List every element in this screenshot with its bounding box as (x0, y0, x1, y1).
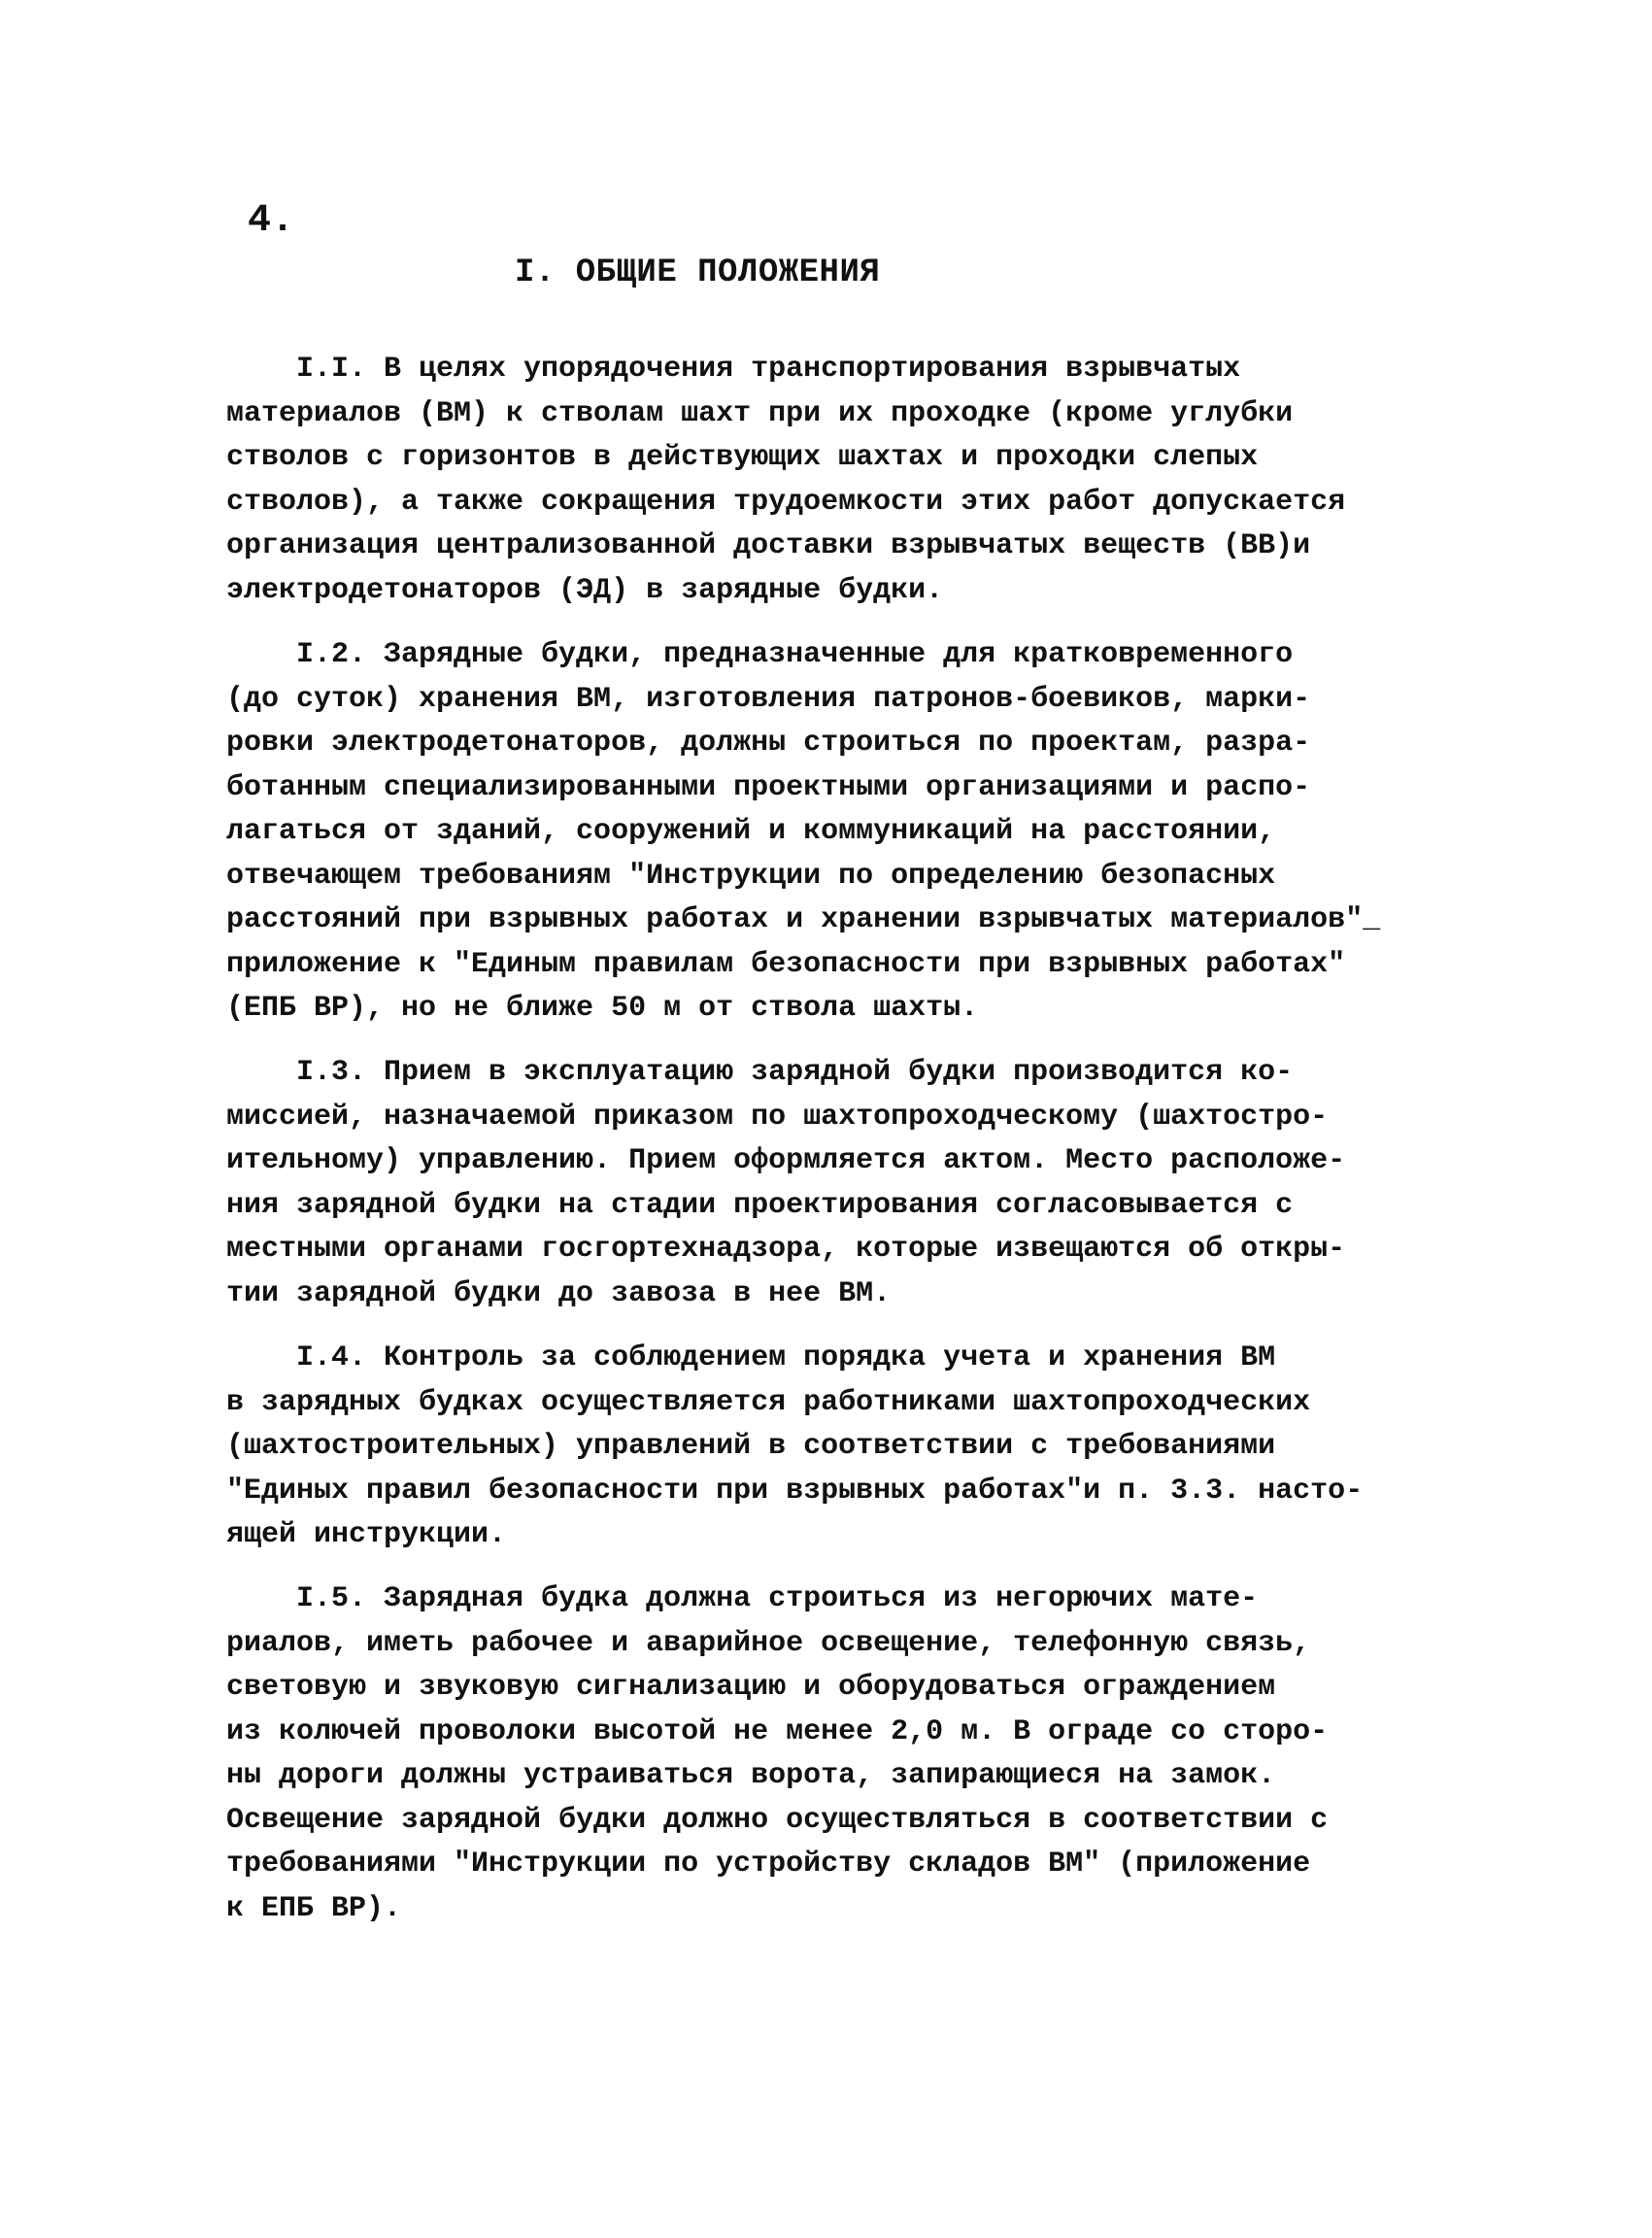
text-line: отвечающем требованиям "Инструкции по определению безопасных (226, 859, 1276, 893)
text-line: ны дороги должны устраиваться ворота, запирающиеся на замок. (226, 1759, 1276, 1792)
paragraph-1-3 (226, 1051, 1345, 1316)
text-line: световую и звуковую сигнализацию и оборудоваться ограждением (226, 1671, 1276, 1704)
text-line: ботанным специализированными проектными организациями и распо- (226, 770, 1311, 804)
text-line: стволов), а также сокращения трудоемкости этих работ допускается (226, 485, 1346, 519)
text-line: миссией, назначаемой приказом по шахтопроходческому (шахтостро- (226, 1100, 1329, 1134)
text-line: местными органами госгортехнадзора, которые извещаются об откры- (226, 1233, 1346, 1266)
text-line: риалов, иметь рабочее и аварийное освещение, телефонную связь, (226, 1626, 1311, 1660)
text-line: I.5. Зарядная будка должна строиться из негорючих мате- (226, 1582, 1259, 1615)
text-line: I.4. Контроль за соблюдением порядка учета и хранения ВМ (226, 1341, 1276, 1374)
paragraph-1-1 (226, 348, 1345, 613)
text-line: материалов (ВМ) к стволам шахт при их проходке (кроме углубки (226, 396, 1294, 430)
text-line: (шахтостроительных) управлений в соответствии с требованиями (226, 1430, 1276, 1463)
text-line: "Единых правил безопасности при взрывных работах"и п. 3.3. насто- (226, 1474, 1364, 1508)
text-line: ровки электродетонаторов, должны строиться по проектам, разра- (226, 727, 1311, 760)
section-title: I. ОБЩИЕ ПОЛОЖЕНИЯ (515, 254, 881, 291)
paragraph-1-4 (226, 1337, 1363, 1558)
text-line: тии зарядной будки до завоза в нее ВМ. (226, 1276, 892, 1310)
text-line: (до суток) хранения ВМ, изготовления патронов-боевиков, марки- (226, 682, 1311, 716)
text-line: ящей инструкции. (226, 1518, 507, 1551)
text-line: к ЕПБ ВР). (226, 1891, 402, 1925)
text-line: ительному) управлению. Прием оформляется актом. Место расположе- (226, 1144, 1346, 1177)
text-line: лагаться от зданий, сооружений и коммуникаций на расстоянии, (226, 815, 1276, 848)
text-line: приложение к "Единым правилам безопасности при взрывных работах" (226, 947, 1346, 981)
text-line: стволов с горизонтов в действующих шахтах и проходки слепых (226, 441, 1259, 474)
text-line: I.I. В целях упорядочения транспортирования взрывчатых (226, 353, 1241, 386)
text-line: Освещение зарядной будки должно осуществляться в соответствии с (226, 1803, 1329, 1837)
text-line: организация централизованной доставки взрывчатых веществ (ВВ)и (226, 529, 1311, 562)
text-line: (ЕПБ ВР), но не ближе 50 м от ствола шахты. (226, 992, 979, 1025)
text-line: I.3. Прием в эксплуатацию зарядной будки производится ко- (226, 1056, 1294, 1089)
paragraph-1-2 (226, 633, 1380, 1032)
text-line: ния зарядной будки на стадии проектирования согласовывается с (226, 1188, 1294, 1222)
text-line: расстояний при взрывных работах и хранении взрывчатых материалов"_ (226, 903, 1381, 936)
text-line: требованиями "Инструкции по устройству складов ВМ" (приложение (226, 1848, 1311, 1881)
text-line: из колючей проволоки высотой не менее 2,0 м. В ограде со сторо- (226, 1714, 1329, 1748)
paragraph-1-5 (226, 1577, 1328, 1931)
page-number: 4. (248, 199, 295, 243)
text-line: электродетонаторов (ЭД) в зарядные будки. (226, 573, 944, 607)
text-line: I.2. Зарядные будки, предназначенные для кратковременного (226, 638, 1294, 671)
text-line: в зарядных будках осуществляется работниками шахтопроходческих (226, 1385, 1311, 1419)
